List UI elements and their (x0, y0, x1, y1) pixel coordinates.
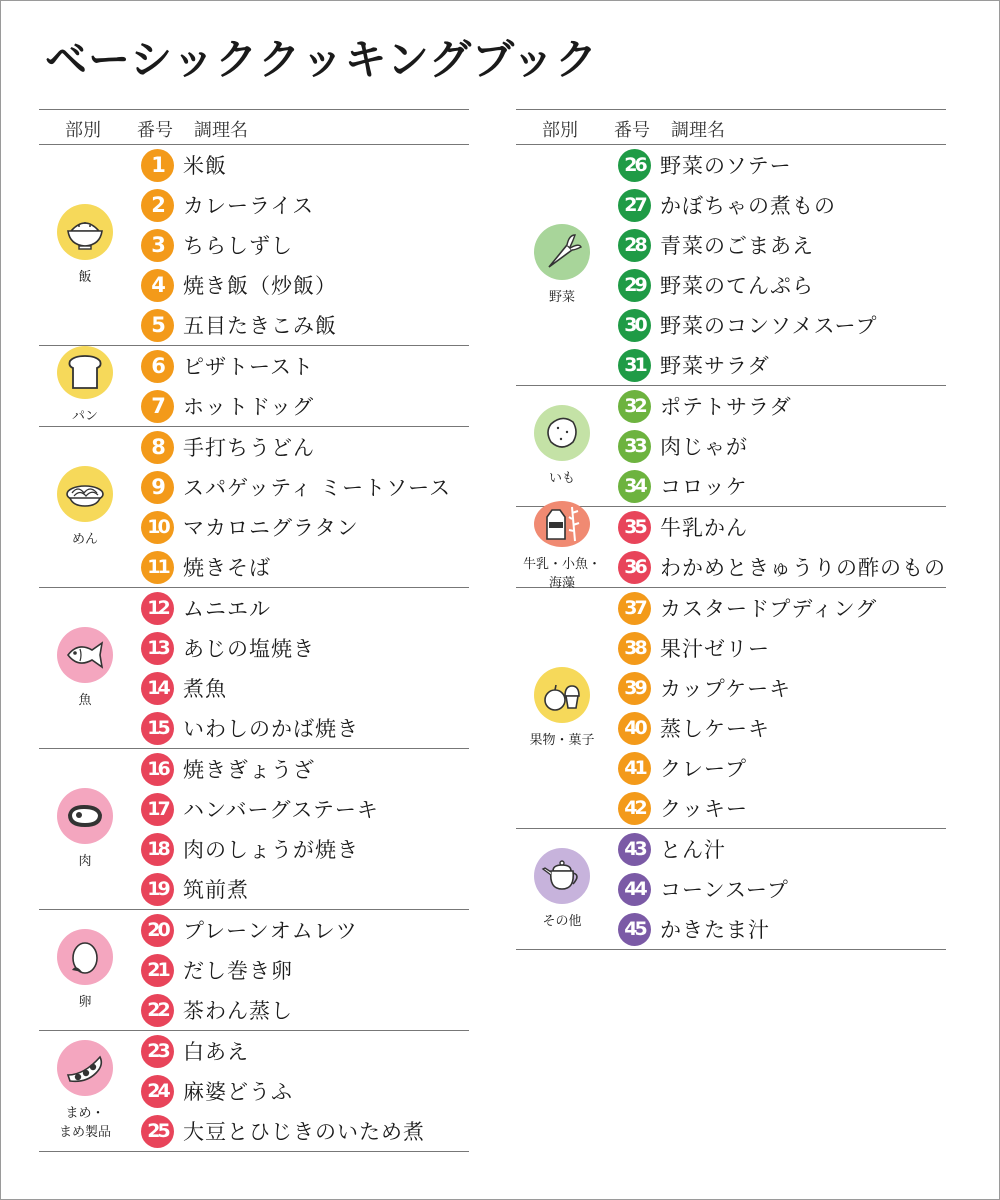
recipe-name: カレーライス (183, 194, 315, 218)
recipe-number-badge: 41 (618, 752, 651, 785)
recipe-name: 焼きそば (183, 556, 271, 580)
recipe-name: 筑前煮 (183, 878, 249, 902)
egg-icon (57, 929, 113, 985)
category-cell (516, 145, 608, 385)
recipe-row (618, 386, 946, 426)
recipe-name: 果汁ゼリー (660, 637, 770, 661)
right-column (516, 109, 946, 950)
recipe-number-badge: 18 (141, 833, 174, 866)
recipe-row (141, 1031, 469, 1071)
recipe-name: 焼き飯（炒飯） (183, 274, 337, 298)
category-cell (39, 145, 131, 345)
recipe-number-badge: 29 (618, 269, 651, 302)
recipe-number-badge: 6 (141, 350, 174, 383)
recipe-number-badge: 10 (141, 511, 174, 544)
recipe-number-badge: 37 (618, 592, 651, 625)
recipe-name: ハンバーグステーキ (183, 798, 379, 822)
recipe-number-badge: 20 (141, 914, 174, 947)
recipe-name: 白あえ (183, 1040, 249, 1064)
left-column (39, 109, 469, 1152)
recipe-row (618, 708, 946, 748)
recipe-name: 牛乳かん (660, 516, 748, 540)
recipe-row (618, 265, 946, 305)
recipe-row (141, 145, 469, 185)
category-name: いも (548, 470, 575, 486)
recipe-name: プレーンオムレツ (183, 919, 358, 943)
recipe-row (141, 708, 469, 748)
recipe-name: 肉のしょうが焼き (183, 838, 359, 862)
recipe-number-badge: 17 (141, 793, 174, 826)
bread-icon (57, 346, 113, 399)
recipe-number-badge: 13 (141, 632, 174, 665)
recipe-name: 大豆とひじきのいため煮 (183, 1120, 425, 1144)
category-name: その他 (542, 913, 582, 929)
recipe-number-badge: 16 (141, 753, 174, 786)
recipe-row (618, 225, 946, 265)
recipe-row (618, 145, 946, 185)
category-section (39, 749, 469, 910)
recipe-number-badge: 28 (618, 229, 651, 262)
recipe-name: スパゲッティ ミートソース (183, 476, 452, 500)
recipe-name: カスタードプディング (660, 597, 878, 621)
recipe-row (618, 345, 946, 385)
recipe-name: 野菜のコンソメスープ (660, 314, 878, 338)
category-name: 卵 (78, 994, 92, 1010)
recipe-name: 野菜のソテー (660, 154, 792, 178)
category-section (516, 588, 946, 829)
recipe-name: 野菜のてんぷら (660, 274, 814, 298)
category-name: めん (71, 531, 98, 547)
category-name: パン (71, 409, 98, 424)
recipe-number-badge: 44 (618, 873, 651, 906)
recipe-row (141, 910, 469, 950)
header-number: 番号 (614, 120, 650, 141)
recipe-number-badge: 27 (618, 189, 651, 222)
category-section (39, 588, 469, 749)
category-cell (516, 386, 608, 506)
recipe-number-badge: 32 (618, 390, 651, 423)
recipe-row (618, 829, 946, 869)
category-cell (516, 829, 608, 949)
recipe-number-badge: 42 (618, 792, 651, 825)
milk-carton-icon (534, 501, 590, 547)
category-cell (39, 749, 131, 909)
recipe-name: 茶わん蒸し (183, 999, 293, 1023)
recipe-row (618, 668, 946, 708)
recipe-row (141, 185, 469, 225)
header-number: 番号 (137, 120, 173, 141)
potato-icon (534, 405, 590, 461)
recipe-number-badge: 33 (618, 430, 651, 463)
header-name: 調理名 (194, 120, 248, 141)
recipe-name: 麻婆どうふ (183, 1080, 293, 1104)
recipe-name: かきたま汁 (660, 918, 770, 942)
recipe-name: わかめときゅうりの酢のもの (660, 556, 946, 580)
recipe-number-badge: 14 (141, 672, 174, 705)
category-section (516, 829, 946, 950)
recipe-number-badge: 40 (618, 712, 651, 745)
recipe-name: 米飯 (183, 154, 227, 178)
recipe-number-badge: 38 (618, 632, 651, 665)
recipe-number-badge: 1 (141, 149, 174, 182)
recipe-number-badge: 30 (618, 309, 651, 342)
recipe-number-badge: 15 (141, 712, 174, 745)
recipe-number-badge: 31 (618, 349, 651, 382)
category-section (39, 1031, 469, 1152)
recipe-row (618, 588, 946, 628)
recipe-number-badge: 5 (141, 309, 174, 342)
recipe-name: 青菜のごまあえ (660, 234, 814, 258)
recipe-row (141, 588, 469, 628)
header-category: 部別 (65, 120, 101, 141)
recipe-number-badge: 2 (141, 189, 174, 222)
recipe-name: 煮魚 (183, 677, 227, 701)
recipe-row (618, 748, 946, 788)
recipe-name: ピザトースト (183, 355, 314, 379)
category-name: まめ・ まめ製品 (58, 1106, 111, 1140)
recipe-name: あじの塩焼き (183, 637, 315, 661)
recipe-number-badge: 19 (141, 873, 174, 906)
category-cell (39, 427, 131, 587)
recipe-row (618, 628, 946, 668)
recipe-number-badge: 8 (141, 431, 174, 464)
recipe-name: 蒸しケーキ (660, 717, 770, 741)
teapot-icon (534, 848, 590, 904)
recipe-name: コロッケ (660, 475, 748, 499)
fruit-cake-icon (534, 667, 590, 723)
recipe-row (141, 990, 469, 1030)
recipe-row (141, 789, 469, 829)
category-name: 果物・菓子 (529, 732, 595, 748)
recipe-number-badge: 23 (141, 1035, 174, 1068)
category-name: 魚 (78, 692, 92, 708)
carrot-icon (534, 224, 590, 280)
recipe-name: クッキー (660, 797, 748, 821)
recipe-number-badge: 4 (141, 269, 174, 302)
left-table-header (39, 109, 469, 145)
header-name: 調理名 (671, 120, 725, 141)
recipe-row (618, 185, 946, 225)
recipe-name: ポテトサラダ (660, 395, 792, 419)
recipe-name: いわしのかば焼き (183, 717, 359, 741)
recipe-row (141, 749, 469, 789)
recipe-number-badge: 45 (618, 913, 651, 946)
recipe-number-badge: 34 (618, 470, 651, 503)
recipe-number-badge: 12 (141, 592, 174, 625)
recipe-row (141, 668, 469, 708)
recipe-row (141, 265, 469, 305)
category-name: 飯 (78, 269, 92, 285)
recipe-row (141, 547, 469, 587)
recipe-row (618, 547, 946, 587)
recipe-number-badge: 3 (141, 229, 174, 262)
recipe-number-badge: 9 (141, 471, 174, 504)
recipe-name: マカロニグラタン (183, 516, 359, 540)
recipe-name: 野菜サラダ (660, 354, 770, 378)
right-table-body (516, 145, 946, 950)
recipe-row (141, 1071, 469, 1111)
category-section (39, 427, 469, 588)
category-section (39, 346, 469, 427)
recipe-row (618, 909, 946, 949)
recipe-name: 焼きぎょうざ (183, 758, 315, 782)
category-cell (39, 1031, 131, 1151)
recipe-row (141, 829, 469, 869)
recipe-row (141, 346, 469, 386)
recipe-number-badge: 26 (618, 149, 651, 182)
category-name: 牛乳・小魚・ 海藻 (522, 557, 601, 591)
recipe-name: コーンスープ (660, 878, 789, 902)
recipe-row (141, 225, 469, 265)
recipe-name: 五目たきこみ飯 (183, 314, 337, 338)
category-section (39, 145, 469, 346)
category-cell (39, 910, 131, 1030)
rice-bowl-icon (57, 204, 113, 260)
recipe-row (141, 507, 469, 547)
category-section (516, 145, 946, 386)
recipe-number-badge: 35 (618, 511, 651, 544)
recipe-row (618, 869, 946, 909)
recipe-name: 手打ちうどん (183, 436, 315, 460)
page-title: ベーシッククッキングブック (45, 35, 599, 84)
recipe-row (618, 426, 946, 466)
recipe-row (618, 507, 946, 547)
recipe-name: カップケーキ (660, 677, 792, 701)
recipe-row (141, 1111, 469, 1151)
recipe-row (141, 950, 469, 990)
category-cell (516, 588, 608, 828)
recipe-name: かぼちゃの煮もの (660, 194, 836, 218)
header-category: 部別 (542, 120, 578, 141)
category-cell (516, 507, 608, 591)
category-section (39, 910, 469, 1031)
recipe-row (141, 467, 469, 507)
recipe-number-badge: 11 (141, 551, 174, 584)
category-cell (39, 588, 131, 748)
recipe-name: とん汁 (660, 838, 726, 862)
category-cell (39, 346, 131, 426)
right-table-header (516, 109, 946, 145)
recipe-number-badge: 43 (618, 833, 651, 866)
left-table-body (39, 145, 469, 1152)
recipe-number-badge: 36 (618, 551, 651, 584)
recipe-row (618, 305, 946, 345)
category-name: 野菜 (548, 289, 575, 305)
recipe-name: ホットドッグ (183, 395, 315, 419)
recipe-row (141, 427, 469, 467)
recipe-name: クレープ (660, 757, 747, 781)
recipe-name: 肉じゃが (660, 435, 748, 459)
fish-icon (57, 627, 113, 683)
recipe-name: ムニエル (183, 597, 271, 621)
recipe-row (141, 628, 469, 668)
recipe-number-badge: 39 (618, 672, 651, 705)
recipe-row (618, 466, 946, 506)
recipe-number-badge: 22 (141, 994, 174, 1027)
category-section (516, 386, 946, 507)
category-name: 肉 (78, 853, 92, 869)
steak-icon (57, 788, 113, 844)
recipe-row (618, 788, 946, 828)
recipe-number-badge: 25 (141, 1115, 174, 1148)
noodles-icon (57, 466, 113, 522)
recipe-name: ちらしずし (183, 234, 293, 258)
recipe-name: だし巻き卵 (183, 959, 293, 983)
recipe-number-badge: 24 (141, 1075, 174, 1108)
category-section (516, 507, 946, 591)
recipe-row (141, 386, 469, 426)
recipe-row (141, 305, 469, 345)
recipe-row (141, 869, 469, 909)
recipe-number-badge: 21 (141, 954, 174, 987)
bean-pod-icon (57, 1040, 113, 1096)
recipe-number-badge: 7 (141, 390, 174, 423)
